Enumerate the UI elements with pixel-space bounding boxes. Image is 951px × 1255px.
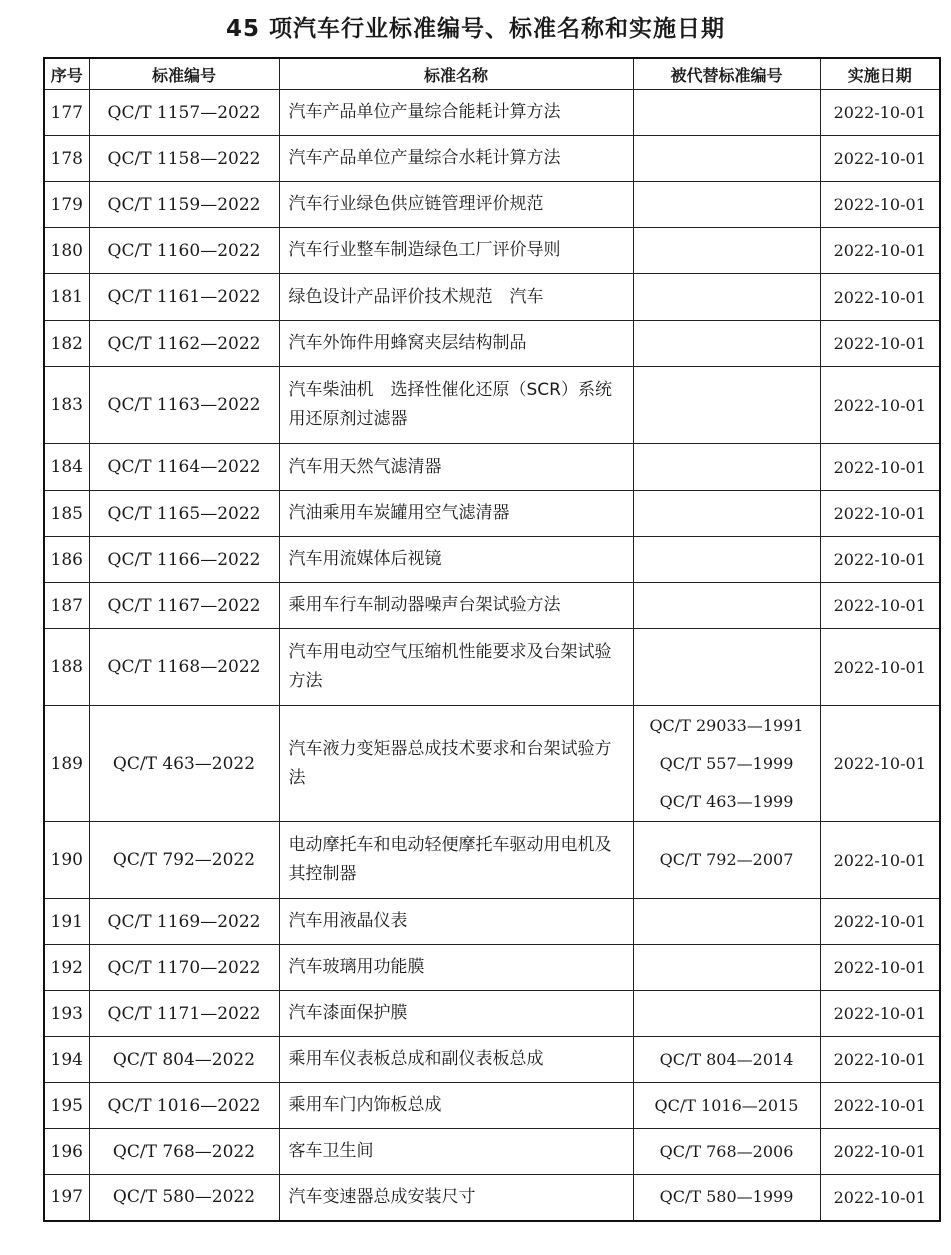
row-replaced-codes (633, 583, 820, 629)
row-date: 2022-10-01 (820, 182, 940, 228)
row-standard-code: QC/T 768—2022 (89, 1129, 279, 1175)
row-seq: 194 (44, 1037, 89, 1083)
row-standard-name: 汽车用天然气滤清器 (279, 444, 633, 491)
replaced-code: QC/T 768—2006 (659, 1141, 794, 1161)
row-standard-name: 汽车外饰件用蜂窝夹层结构制品 (279, 321, 633, 367)
row-seq: 195 (44, 1083, 89, 1129)
row-standard-code: QC/T 1166—2022 (89, 537, 279, 583)
row-standard-name: 汽车用电动空气压缩机性能要求及台架试验方法 (279, 629, 633, 706)
row-standard-name: 汽车用流媒体后视镜 (279, 537, 633, 583)
row-standard-code: QC/T 1016—2022 (89, 1083, 279, 1129)
row-standard-name: 汽车产品单位产量综合水耗计算方法 (279, 136, 633, 182)
table-row (44, 899, 940, 945)
row-seq: 183 (44, 367, 89, 444)
row-replaced-codes (633, 822, 820, 899)
table-row (44, 1083, 940, 1129)
row-seq: 190 (44, 822, 89, 899)
row-seq: 182 (44, 321, 89, 367)
row-seq: 189 (44, 706, 89, 822)
row-date: 2022-10-01 (820, 1037, 940, 1083)
row-standard-name: 汽车行业绿色供应链管理评价规范 (279, 182, 633, 228)
row-standard-code: QC/T 1163—2022 (89, 367, 279, 444)
row-replaced-codes (633, 274, 820, 321)
row-seq: 181 (44, 274, 89, 321)
row-standard-name: 汽车柴油机 选择性催化还原（SCR）系统用还原剂过滤器 (279, 367, 633, 444)
row-date: 2022-10-01 (820, 945, 940, 991)
row-date: 2022-10-01 (820, 822, 940, 899)
row-standard-code: QC/T 1164—2022 (89, 444, 279, 491)
row-standard-name: 乘用车行车制动器噪声台架试验方法 (279, 583, 633, 629)
row-replaced-codes (633, 629, 820, 706)
table-row (44, 629, 940, 706)
row-date: 2022-10-01 (820, 1083, 940, 1129)
table-row (44, 90, 940, 136)
row-date: 2022-10-01 (820, 629, 940, 706)
row-standard-code: QC/T 1159—2022 (89, 182, 279, 228)
table-row (44, 1175, 940, 1221)
row-seq: 193 (44, 991, 89, 1037)
table-row (44, 1037, 940, 1083)
header-date: 实施日期 (820, 58, 940, 90)
row-standard-code: QC/T 1170—2022 (89, 945, 279, 991)
table-row (44, 537, 940, 583)
row-standard-code: QC/T 1168—2022 (89, 629, 279, 706)
replaced-code: QC/T 557—1999 (659, 753, 794, 773)
row-replaced-codes (633, 991, 820, 1037)
table-body (44, 90, 940, 1221)
row-standard-code: QC/T 1167—2022 (89, 583, 279, 629)
row-date: 2022-10-01 (820, 491, 940, 537)
row-seq: 178 (44, 136, 89, 182)
row-date: 2022-10-01 (820, 706, 940, 822)
row-standard-name: 汽车玻璃用功能膜 (279, 945, 633, 991)
table-header-row (44, 58, 940, 90)
row-replaced-codes (633, 136, 820, 182)
table-row (44, 583, 940, 629)
table-row (44, 182, 940, 228)
row-seq: 185 (44, 491, 89, 537)
page-title: 45 项汽车行业标准编号、标准名称和实施日期 (225, 16, 725, 42)
replaced-code: QC/T 580—1999 (659, 1187, 794, 1207)
table-row (44, 822, 940, 899)
row-standard-code: QC/T 463—2022 (89, 706, 279, 822)
row-date: 2022-10-01 (820, 274, 940, 321)
row-standard-name: 汽车变速器总成安装尺寸 (279, 1175, 633, 1221)
row-seq: 188 (44, 629, 89, 706)
row-seq: 179 (44, 182, 89, 228)
row-replaced-codes (633, 537, 820, 583)
replaced-code: QC/T 1016—2015 (654, 1095, 799, 1115)
row-date: 2022-10-01 (820, 136, 940, 182)
row-replaced-codes (633, 1129, 820, 1175)
row-replaced-codes (633, 228, 820, 274)
row-standard-name: 汽车漆面保护膜 (279, 991, 633, 1037)
row-replaced-codes (633, 706, 820, 822)
table-row (44, 945, 940, 991)
row-seq: 197 (44, 1175, 89, 1221)
row-date: 2022-10-01 (820, 1175, 940, 1221)
row-replaced-codes (633, 1083, 820, 1129)
row-standard-code: QC/T 792—2022 (89, 822, 279, 899)
row-standard-name: 汽车行业整车制造绿色工厂评价导则 (279, 228, 633, 274)
row-replaced-codes (633, 1175, 820, 1221)
table-row (44, 491, 940, 537)
header-name: 标准名称 (279, 58, 633, 90)
replaced-code: QC/T 463—1999 (659, 791, 794, 811)
table-row (44, 228, 940, 274)
row-seq: 180 (44, 228, 89, 274)
row-standard-name: 汽油乘用车炭罐用空气滤清器 (279, 491, 633, 537)
table-row (44, 1129, 940, 1175)
header-seq: 序号 (44, 58, 89, 90)
row-standard-name: 乘用车门内饰板总成 (279, 1083, 633, 1129)
row-replaced-codes (633, 321, 820, 367)
header-code: 标准编号 (89, 58, 279, 90)
row-seq: 191 (44, 899, 89, 945)
row-replaced-codes (633, 1037, 820, 1083)
row-standard-code: QC/T 1161—2022 (89, 274, 279, 321)
row-standard-name: 客车卫生间 (279, 1129, 633, 1175)
row-standard-name: 汽车液力变矩器总成技术要求和台架试验方法 (279, 706, 633, 822)
table-row (44, 274, 940, 321)
table-row (44, 321, 940, 367)
row-date: 2022-10-01 (820, 991, 940, 1037)
row-standard-code: QC/T 1169—2022 (89, 899, 279, 945)
row-replaced-codes (633, 367, 820, 444)
table-row (44, 991, 940, 1037)
row-standard-name: 电动摩托车和电动轻便摩托车驱动用电机及其控制器 (279, 822, 633, 899)
row-replaced-codes (633, 182, 820, 228)
row-standard-name: 汽车用液晶仪表 (279, 899, 633, 945)
row-replaced-codes (633, 491, 820, 537)
row-standard-code: QC/T 1171—2022 (89, 991, 279, 1037)
row-replaced-codes (633, 945, 820, 991)
row-standard-code: QC/T 1160—2022 (89, 228, 279, 274)
row-date: 2022-10-01 (820, 583, 940, 629)
row-standard-code: QC/T 804—2022 (89, 1037, 279, 1083)
row-date: 2022-10-01 (820, 899, 940, 945)
table-row (44, 706, 940, 822)
replaced-code: QC/T 29033—1991 (649, 715, 804, 735)
row-date: 2022-10-01 (820, 537, 940, 583)
standards-table (43, 57, 941, 1222)
row-seq: 186 (44, 537, 89, 583)
replaced-code: QC/T 804—2014 (659, 1049, 794, 1069)
row-date: 2022-10-01 (820, 444, 940, 491)
row-standard-code: QC/T 1157—2022 (89, 90, 279, 136)
row-replaced-codes (633, 899, 820, 945)
row-standard-code: QC/T 1162—2022 (89, 321, 279, 367)
row-replaced-codes (633, 444, 820, 491)
row-standard-code: QC/T 580—2022 (89, 1175, 279, 1221)
row-date: 2022-10-01 (820, 367, 940, 444)
row-date: 2022-10-01 (820, 321, 940, 367)
row-seq: 196 (44, 1129, 89, 1175)
row-date: 2022-10-01 (820, 1129, 940, 1175)
row-replaced-codes (633, 90, 820, 136)
row-seq: 192 (44, 945, 89, 991)
table-row (44, 444, 940, 491)
row-standard-name: 绿色设计产品评价技术规范 汽车 (279, 274, 633, 321)
row-seq: 184 (44, 444, 89, 491)
row-standard-name: 汽车产品单位产量综合能耗计算方法 (279, 90, 633, 136)
replaced-code: QC/T 792—2007 (659, 850, 794, 869)
row-seq: 177 (44, 90, 89, 136)
row-date: 2022-10-01 (820, 228, 940, 274)
header-replaced: 被代替标准编号 (633, 58, 820, 90)
table-row (44, 367, 940, 444)
row-seq: 187 (44, 583, 89, 629)
table-row (44, 136, 940, 182)
row-standard-code: QC/T 1165—2022 (89, 491, 279, 537)
row-standard-name: 乘用车仪表板总成和副仪表板总成 (279, 1037, 633, 1083)
row-standard-code: QC/T 1158—2022 (89, 136, 279, 182)
row-date: 2022-10-01 (820, 90, 940, 136)
